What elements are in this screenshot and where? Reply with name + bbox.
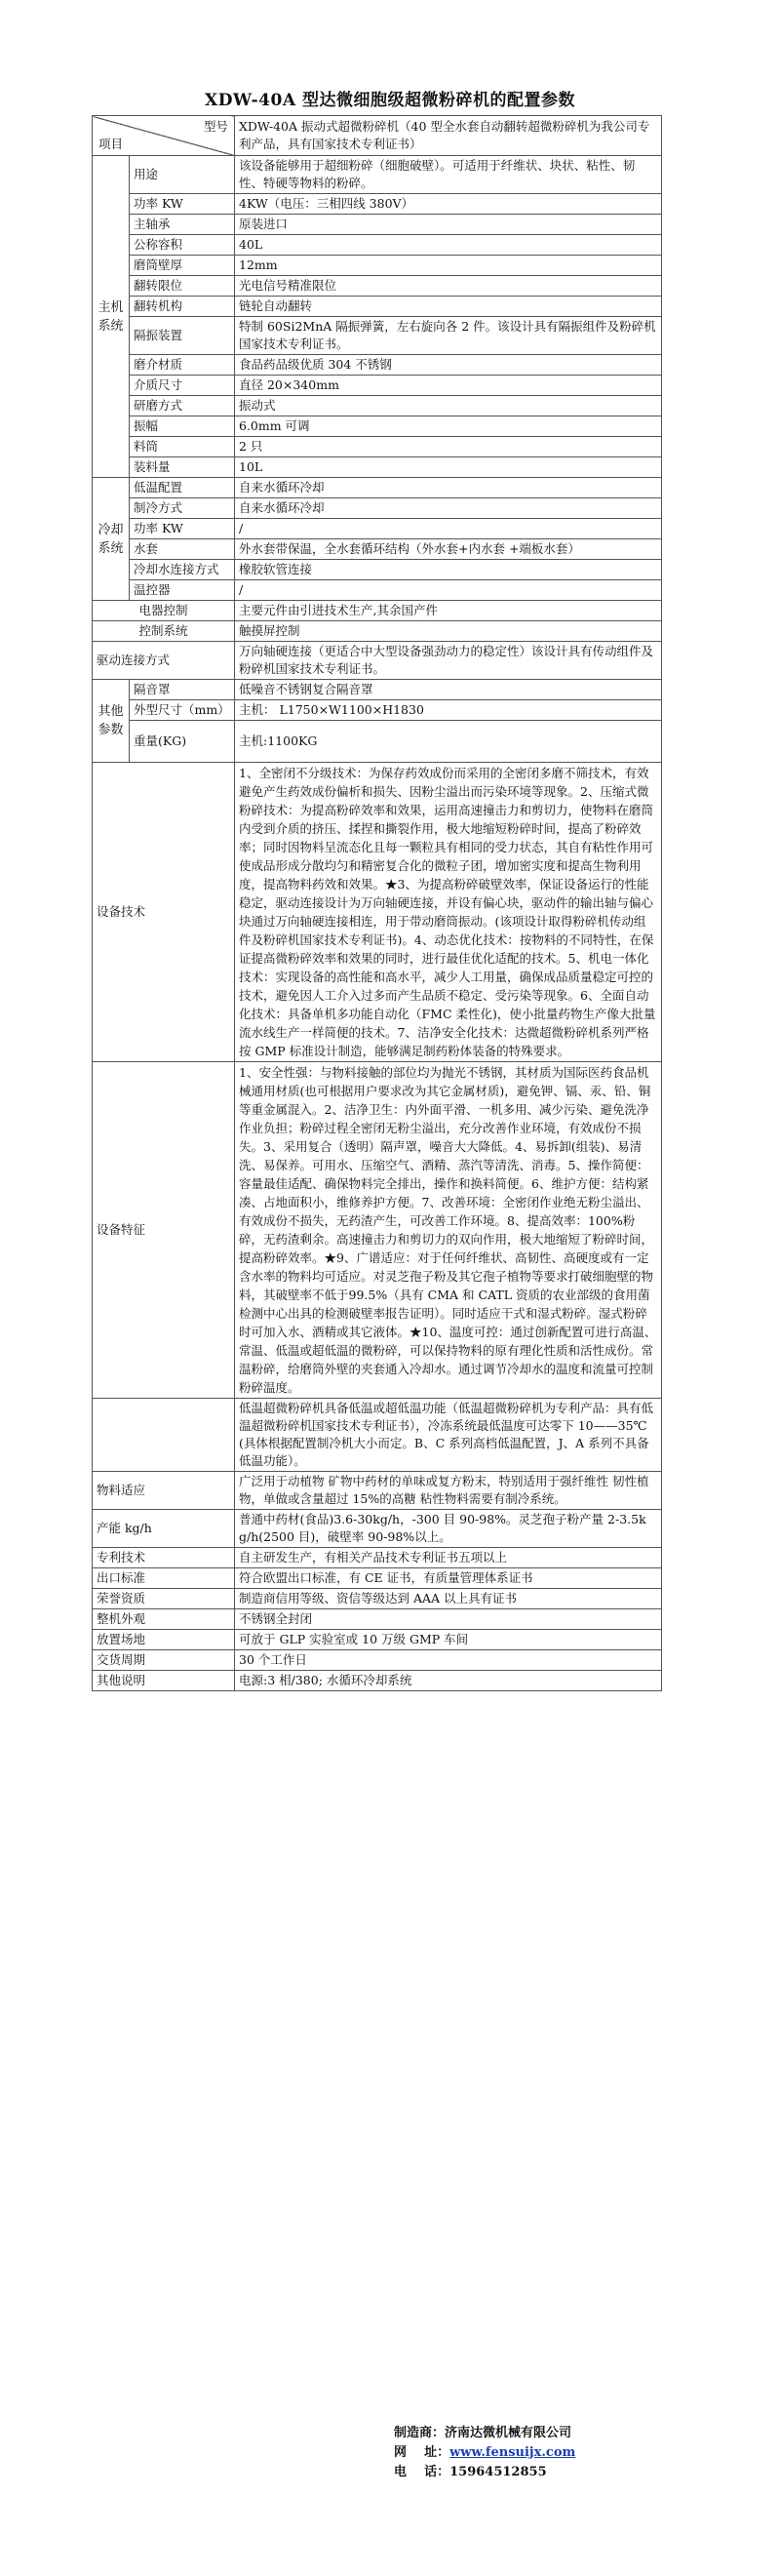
table-row: [93, 156, 662, 194]
footer-maker-line: [394, 2424, 575, 2443]
row-label: 功率 KW: [130, 194, 235, 215]
table-row: [93, 1671, 662, 1691]
row-label: 振幅: [130, 416, 235, 437]
table-row: [93, 498, 662, 519]
row-value: 10L: [235, 457, 662, 478]
table-row: [93, 215, 662, 235]
table-row: [93, 519, 662, 539]
row-label: 整机外观: [93, 1609, 235, 1630]
row-label: 水套: [130, 539, 235, 560]
row-label: 介质尺寸: [130, 376, 235, 396]
row-value: 40L: [235, 235, 662, 256]
table-row: [93, 1062, 662, 1399]
table-row: [93, 416, 662, 437]
header-model-label: 型号: [203, 119, 228, 134]
empty-label-cell: [93, 1399, 235, 1472]
footer-site-label: 网 址：: [394, 2445, 450, 2460]
row-label: 研磨方式: [130, 396, 235, 416]
row-value: 链轮自动翻转: [235, 297, 662, 317]
group-label-text: 其他参数: [98, 704, 124, 737]
table-row: [93, 1548, 662, 1568]
row-label: 装料量: [130, 457, 235, 478]
row-value: 可放于 GLP 实验室或 10 万级 GMP 车间: [235, 1630, 662, 1650]
row-label: 荣誉资质: [93, 1589, 235, 1609]
table-row: [93, 1630, 662, 1650]
row-value: /: [235, 519, 662, 539]
group-label-text: 冷却系统: [98, 522, 124, 556]
row-value: 符合欧盟出口标准，有 CE 证书，有质量管理体系证书: [235, 1568, 662, 1589]
table-row: [93, 457, 662, 478]
table-row: [93, 235, 662, 256]
table-row: [93, 539, 662, 560]
header-diagonal-cell: [93, 116, 235, 156]
row-value: 该设备能够用于超细粉碎（细胞破壁）。可适用于纤维状、块状、粘性、韧性、特硬等物料的粉碎。: [235, 156, 662, 194]
spec-table: [92, 115, 662, 1691]
row-value: 自来水循环冷却: [235, 478, 662, 498]
row-label: 专利技术: [93, 1548, 235, 1568]
row-value: 光电信号精准限位: [235, 276, 662, 297]
row-value: 直径 20×340mm: [235, 376, 662, 396]
row-value: 特制 60Si2MnA 隔振弹簧，左右旋向各 2 件。该设计具有隔振组件及粉碎机国家技术专利证书。: [235, 317, 662, 355]
table-row: [93, 297, 662, 317]
table-row: [93, 355, 662, 376]
row-label: 磨筒壁厚: [130, 256, 235, 276]
table-row: [93, 396, 662, 416]
row-label: 料筒: [130, 437, 235, 457]
table-row: [93, 437, 662, 457]
row-label: 外型尺寸（mm）: [130, 700, 235, 721]
row-label: 用途: [130, 156, 235, 194]
row-value: 制造商信用等级、资信等级达到 AAA 以上具有证书: [235, 1589, 662, 1609]
row-value: 振动式: [235, 396, 662, 416]
row-value: 电源:3 相/380; 水循环冷却系统: [235, 1671, 662, 1691]
row-label: 公称容积: [130, 235, 235, 256]
row-value-lowtemp: 低温超微粉碎机具备低温或超低温功能（低温超微粉碎机为专利产品：具有低温超微粉碎机国家技术专利证书），冷冻系统最低温度可达零下 10——35℃(具体根据配置制冷机大小而定。B、C 系列高档低温配置，J、A 系列不具备低温功能）。: [235, 1399, 662, 1472]
row-label: 隔振装置: [130, 317, 235, 355]
footer-site-line: [394, 2443, 575, 2463]
row-label-features: 设备特征: [93, 1062, 235, 1399]
row-label: 翻转机构: [130, 297, 235, 317]
row-label: 翻转限位: [130, 276, 235, 297]
row-label: 其他说明: [93, 1671, 235, 1691]
row-value: 万向轴硬连接（更适合中大型设备强劲动力的稳定性）该设计具有传动组件及粉碎机国家技术专利证书。: [235, 642, 662, 680]
header-model-value: XDW-40A 振动式超微粉碎机（40 型全水套自动翻转超微粉碎机为我公司专利产品，具有国家技术专利证书）: [235, 116, 662, 156]
row-label: 驱动连接方式: [93, 642, 235, 680]
group-label-other: [93, 680, 130, 763]
row-value: 广泛用于动植物 矿物中药材的单味或复方粉末，特别适用于强纤维性 韧性植物，单做或含量超过 15%的高糖 粘性物料需要有制冷系统。: [235, 1472, 662, 1510]
row-label: 物料适应: [93, 1472, 235, 1510]
row-label: 温控器: [130, 580, 235, 601]
row-label: 交货周期: [93, 1650, 235, 1671]
row-label: 重量(KG): [130, 721, 235, 763]
row-value: 橡胶软管连接: [235, 560, 662, 580]
row-label-tech: 设备技术: [93, 763, 235, 1062]
row-label: 功率 KW: [130, 519, 235, 539]
table-row: [93, 621, 662, 642]
row-value: 普通中药材(食品)3.6-30kg/h，-300 目 90-98%。灵芝孢子粉产量 2-3.5kg/h(2500 目)，破壁率 90-98%以上。: [235, 1510, 662, 1548]
table-row: [93, 1510, 662, 1548]
row-value: 主机： L1750×W1100×H1830: [235, 700, 662, 721]
table-row: [93, 721, 662, 763]
table-row: [93, 1650, 662, 1671]
table-row: [93, 1568, 662, 1589]
row-value: /: [235, 580, 662, 601]
row-value: 食品药品级优质 304 不锈钢: [235, 355, 662, 376]
row-label: 冷却水连接方式: [130, 560, 235, 580]
row-value: 2 只: [235, 437, 662, 457]
row-value: 外水套带保温，全水套循环结构（外水套+内水套 +端板水套）: [235, 539, 662, 560]
row-value: 主机:1100KG: [235, 721, 662, 763]
footer-maker-label: 制造商：: [394, 2426, 446, 2440]
table-row: [93, 276, 662, 297]
footer-phone-label: 电 话：: [394, 2465, 450, 2479]
row-label: 主轴承: [130, 215, 235, 235]
row-value: 30 个工作日: [235, 1650, 662, 1671]
table-row: [93, 1589, 662, 1609]
row-label: 磨介材质: [130, 355, 235, 376]
table-row: [93, 256, 662, 276]
row-value: 低噪音不锈钢复合隔音罩: [235, 680, 662, 700]
row-value-features: 1、安全性强：与物料接触的部位均为抛光不锈钢，其材质为国际医药食品机械通用材质(也可根据用户要求改为其它金属材质)，避免钾、镉、汞、铅、铜等重金属混入。2、洁净卫生：内外面平滑、一机多用、减少污染、避免洗净作业负担；粉碎过程全密闭无粉尘溢出，充分改善作业环境，有效成份不损失。3、采用复合（透明）隔声罩，噪音大大降低。4、易拆卸(组装)、易清洗、易保养。可用水、压缩空气、酒精、蒸汽等清洗、消毒。5、操作简便：容量最佳适配、确保物料完全排出，操作和换料简便。6、维护方便：结构紧凑、占地面积小，维修养护方便。7、改善环境：全密闭作业绝无粉尘溢出、有效成份不损失，无药渣产生，可改善工作环境。8、提高效率：100%粉碎，无药渣剩余。高速撞击力和剪切力的双向作用，极大地缩短了粉碎时间，提高粉碎效率。★9、广谱适应：对于任何纤维状、高韧性、高硬度或有一定含水率的物料均可适应。对灵芝孢子粉及其它孢子植物等要求打破细胞壁的物料，其破壁率不低于99.5%（具有 CMA 和 CATL 资质的农业部级的食用菌检测中心出具的检测破壁率报告证明）。同时适应干式和湿式粉碎。湿式粉碎时可加入水、酒精或其它液体。★10、温度可控：通过创新配置可进行高温、常温、低温或超低温的微粉碎，可以保持物料的原有理化性质和活性成份。常温粉碎，给磨筒外壁的夹套通入冷却水。通过调节冷却水的温度和流量可控制粉碎温度。: [235, 1062, 662, 1399]
manufacturer-footer: [394, 2424, 575, 2482]
row-label: 隔音罩: [130, 680, 235, 700]
row-value: 不锈钢全封闭: [235, 1609, 662, 1630]
row-label: 放置场地: [93, 1630, 235, 1650]
document-title: XDW-40A 型达微细胞级超微粉碎机的配置参数: [205, 91, 575, 110]
table-row: [93, 1472, 662, 1510]
website-link[interactable]: www.fensuijx.com: [449, 2445, 576, 2460]
row-label: 控制系统: [93, 621, 235, 642]
table-row: [93, 601, 662, 621]
table-row: [93, 560, 662, 580]
row-value: 原装进口: [235, 215, 662, 235]
table-row: [93, 1609, 662, 1630]
header-item-label: 项目: [98, 137, 124, 151]
footer-phone: 15964512855: [449, 2465, 547, 2479]
row-label: 低温配置: [130, 478, 235, 498]
table-row: [93, 763, 662, 1062]
table-row: [93, 642, 662, 680]
table-row: [93, 1399, 662, 1472]
row-value: 触摸屏控制: [235, 621, 662, 642]
table-row: [93, 580, 662, 601]
row-label: 产能 kg/h: [93, 1510, 235, 1548]
footer-phone-line: [394, 2463, 575, 2482]
row-label: 制冷方式: [130, 498, 235, 519]
row-value: 6.0mm 可调: [235, 416, 662, 437]
row-label: 出口标准: [93, 1568, 235, 1589]
row-value-tech: 1、全密闭不分级技术：为保存药效成份而采用的全密闭多磨不筛技术，有效避免产生药效成份偏析和损失、因粉尘溢出而污染环境等现象。2、压缩式微粉碎技术：为提高粉碎效率和效果，运用高速撞击力和剪切力，使物料在磨筒内受到介质的挤压、揉捏和撕裂作用，极大地缩短粉碎时间，提高了粉碎效率；同时因物料呈流态化且每一颗粒具有相同的受力状态，其自有粘性作用可使成品形成分散均匀和精密复合化的微粒子团，增加密实度和提高生物利用度，提高物料药效和效果。★3、为提高粉碎破壁效率，保证设备运行的性能稳定，驱动连接设计为万向轴硬连接，并设有偏心块，驱动件的输出轴与偏心块通过万向轴硬连接相连，用于带动磨筒振动。(该项设计取得粉碎机传动组件及粉碎机国家技术专利证书)。4、动态优化技术：按物料的不同特性，在保证提高微粉碎效率和效果的同时，进行最佳优化适配的技术。5、机电一体化技术：实现设备的高性能和高水平，减少人工用量，确保成品质量稳定可控的技术，避免因人工介入过多而产生品质不稳定、受污染等现象。6、全面自动化技术：具备单机多功能自动化（FMC 柔性化)，使小批量药物生产像大批量流水线生产一样简便的技术。7、洁净安全化技术：达微超微粉碎机系列严格按 GMP 标准设计制造，能够满足制药粉体装备的特殊要求。: [235, 763, 662, 1062]
table-row: [93, 317, 662, 355]
group-label-text: 主机系统: [98, 299, 124, 334]
group-label-cooling: [93, 478, 130, 601]
table-row: [93, 194, 662, 215]
row-value: 自主研发生产，有相关产品技术专利证书五项以上: [235, 1548, 662, 1568]
table-row: [93, 680, 662, 700]
row-value: 12mm: [235, 256, 662, 276]
row-label: 电器控制: [93, 601, 235, 621]
row-value: 主要元件由引进技术生产,其余国产件: [235, 601, 662, 621]
group-label-main: [93, 156, 130, 478]
table-row: [93, 700, 662, 721]
row-value: 4KW（电压：三相四线 380V）: [235, 194, 662, 215]
header-row: [93, 116, 662, 156]
table-row: [93, 376, 662, 396]
footer-maker: 济南达微机械有限公司: [445, 2426, 572, 2440]
row-value: 自来水循环冷却: [235, 498, 662, 519]
table-row: [93, 478, 662, 498]
